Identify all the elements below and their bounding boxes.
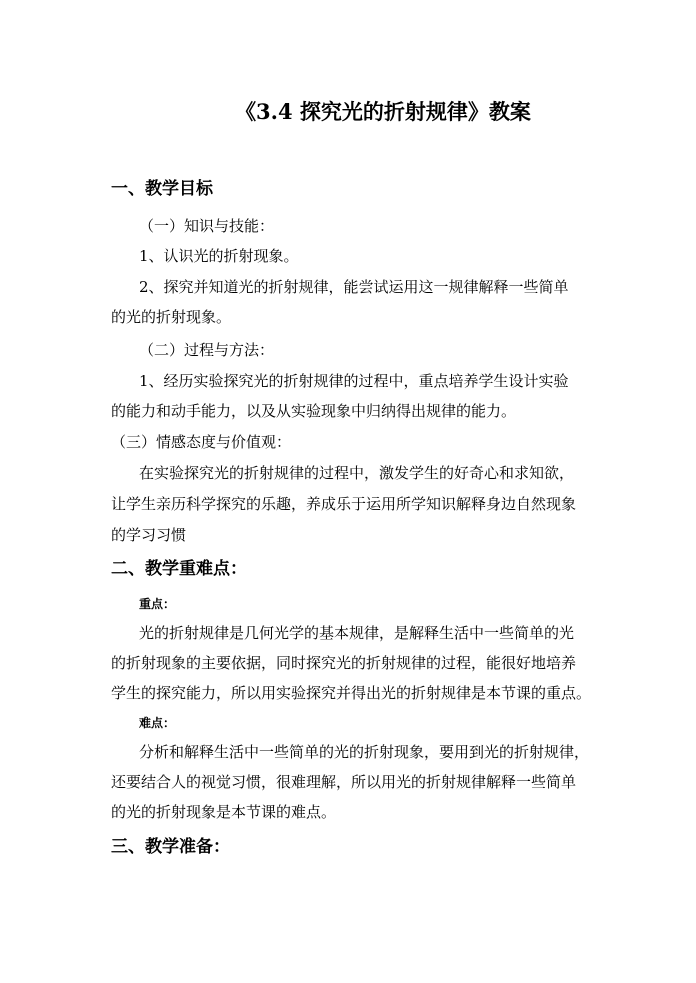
difficult-point-line-1: 分析和解释生活中一些简单的光的折射现象，要用到光的折射规律， (139, 743, 590, 761)
objective-item-2-line-1: 2、探究并知道光的折射规律，能尝试运用这一规律解释一些简单 (139, 278, 569, 296)
section-heading-preparation: 三、教学准备： (111, 837, 230, 857)
objective-item-3-line-1: 1、经历实验探究光的折射规律的过程中，重点培养学生设计实验 (139, 372, 569, 390)
difficult-point-label: 难点： (139, 716, 176, 730)
difficult-point-line-2: 还要结合人的视觉习惯，很难理解，所以用光的折射规律解释一些简单 (111, 773, 577, 791)
objective-item-1: 1、认识光的折射现象。 (139, 247, 299, 265)
attitudes-paragraph-line-2: 让学生亲历科学探究的乐趣，养成乐于运用所学知识解释身边自然现象 (111, 495, 577, 513)
objective-item-2-line-2: 的光的折射现象。 (111, 308, 232, 326)
subheading-process-methods: （二）过程与方法： (139, 341, 275, 359)
key-point-line-3: 学生的探究能力，所以用实验探究并得出光的折射规律是本节课的重点。 (111, 684, 592, 702)
difficult-point-line-3: 的光的折射现象是本节课的难点。 (111, 803, 337, 821)
key-point-label: 重点： (139, 597, 176, 611)
page-title: 《3.4 探究光的折射规律》教案 (235, 99, 531, 124)
attitudes-paragraph-line-1: 在实验探究光的折射规律的过程中，激发学生的好奇心和求知欲， (139, 464, 575, 482)
key-point-line-2: 的折射现象的主要依据，同时探究光的折射规律的过程，能很好地培养 (111, 654, 577, 672)
subheading-knowledge-skills: （一）知识与技能： (139, 217, 275, 235)
section-heading-objectives: 一、教学目标 (111, 179, 213, 199)
attitudes-paragraph-line-3: 的学习习惯 (111, 526, 187, 544)
objective-item-3-line-2: 的能力和动手能力，以及从实验现象中归纳得出规律的能力。 (111, 402, 517, 420)
section-heading-key-difficult-points: 二、教学重难点： (111, 559, 247, 579)
key-point-line-1: 光的折射规律是几何光学的基本规律，是解释生活中一些简单的光 (139, 624, 575, 642)
subheading-attitudes-values: （三）情感态度与价值观： (111, 433, 292, 451)
